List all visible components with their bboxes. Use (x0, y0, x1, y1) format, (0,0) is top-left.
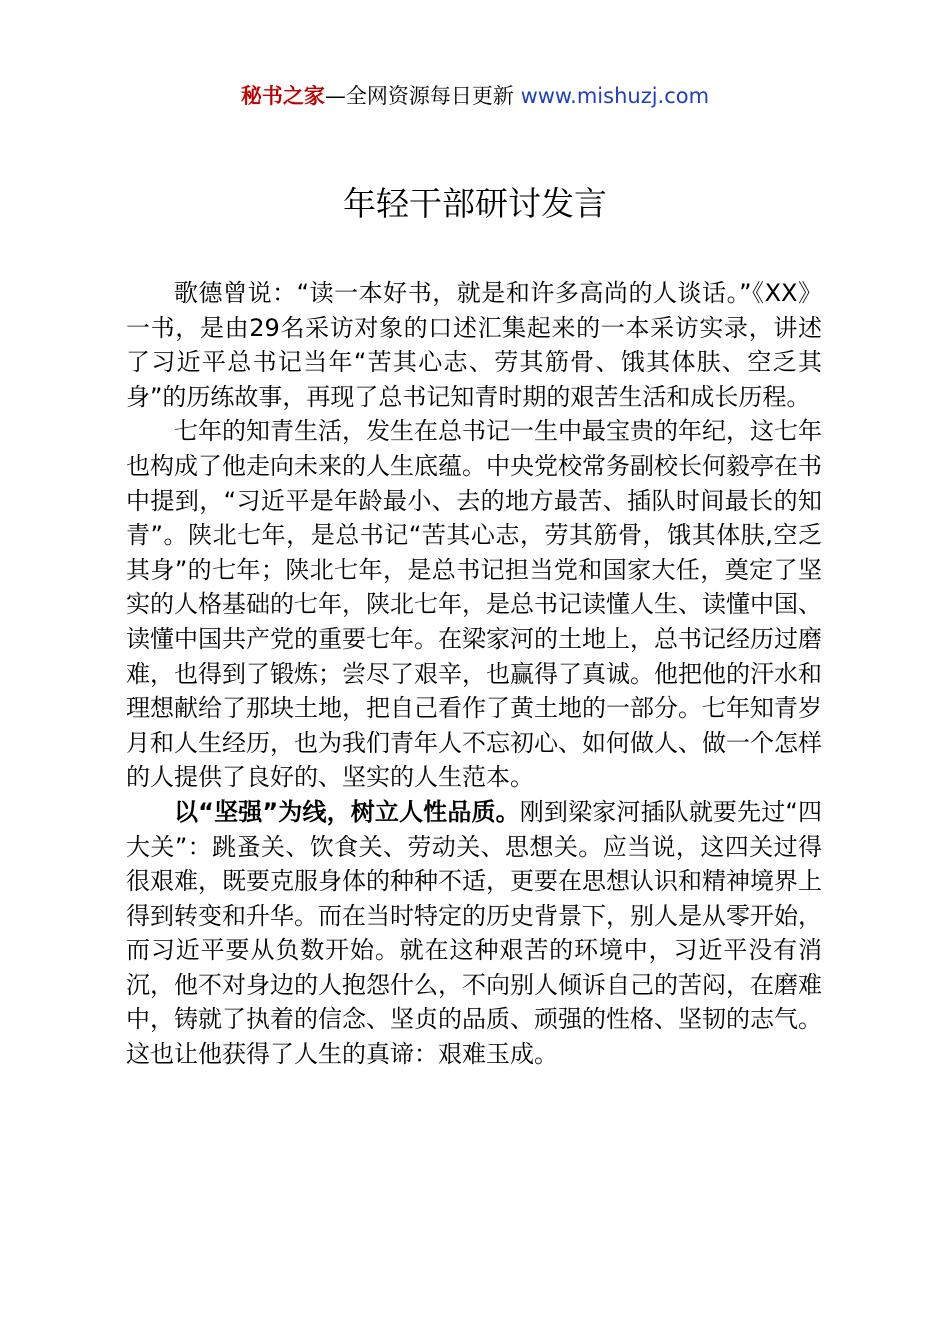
paragraph-2 (126, 414, 822, 795)
paragraph-1 (126, 276, 822, 414)
site-tagline: —全网资源每日更新 (324, 84, 521, 108)
paragraph-3 (126, 795, 822, 1072)
document-body (126, 276, 822, 1072)
paragraph-text: 七年的知青生活，发生在总书记一生中最宝贵的年纪，这七年也构成了他走向未来的人生底蕴。中央党校常务副校长何毅亭在书中提到，“习近平是年龄最小、去的地方最苦、插队时间最长的知青”。陕北七年，是总书记“苦其心志，劳其筋骨，饿其体肤,空乏其身”的七年；陕北七年，是总书记担当党和国家大任，奠定了坚实的人格基础的七年，陕北七年，是总书记读懂人生、读懂中国、读懂中国共产党的重要七年。在梁家河的土地上，总书记经历过磨难，也得到了锻炼；尝尽了艰辛，也赢得了真诚。他把他的汗水和理想献给了那块土地，把自己看作了黄土地的一部分。七年知青岁月和人生经历，也为我们青年人不忘初心、如何做人、做一个怎样的人提供了良好的、坚实的人生范本。 (126, 417, 822, 792)
paragraph-text: 歌德曾说：“读一本好书，就是和许多高尚的人谈话。”《XX》一书，是由29名采访对象的口述汇集起来的一本采访实录，讲述了习近平总书记当年“苦其心志、劳其筋骨、饿其体肤、空乏其身”的历练故事，再现了总书记知青时期的艰苦生活和成长历程。 (126, 279, 822, 411)
paragraph-text: 刚到梁家河插队就要先过“四大关”：跳蚤关、饮食关、劳动关、思想关。应当说，这四关过得很艰难，既要克服身体的种种不适，更要在思想认识和精神境界上得到转变和升华。而在当时特定的历史背景下，别人是从零开始，而习近平要从负数开始。就在这种艰苦的环境中，习近平没有消沉，他不对身边的人抱怨什么，不向别人倾诉自己的苦闷，在磨难中，铸就了执着的信念、坚贞的品质、顽强的性格、坚韧的志气。这也让他获得了人生的真谛：艰难玉成。 (126, 797, 822, 1069)
site-url-link[interactable]: www.mishuzj.com (520, 84, 710, 108)
document-title: 年轻干部研讨发言 (343, 184, 607, 223)
paragraph-lead: 以“坚强”为线，树立人性品质。 (174, 797, 520, 826)
site-header (0, 80, 950, 112)
site-brand: 秘书之家 (240, 84, 325, 108)
